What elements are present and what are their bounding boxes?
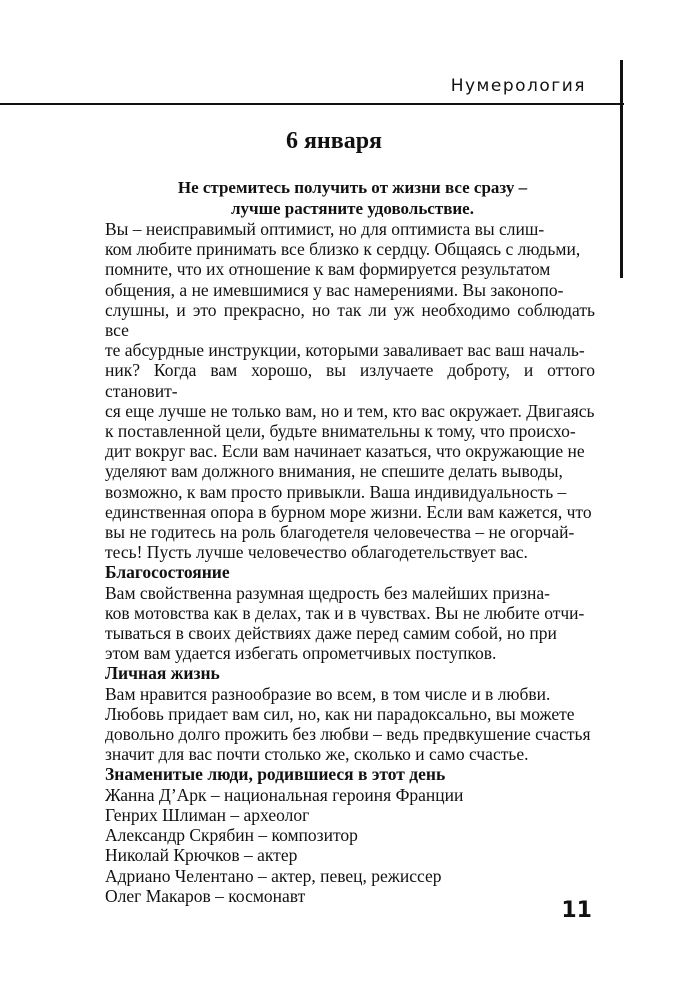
list-item: Адриано Челентано – актер, певец, режиссер xyxy=(105,865,442,886)
text-line: вы не годитесь на роль благодетеля человечества – не огорчай- xyxy=(105,522,575,543)
text-line: ся еще лучше не только вам, но и тем, кто вас окружает. Двигаясь xyxy=(105,400,595,421)
text-line: те абсурдные инструкции, которыми заваливает вас ваш началь- xyxy=(105,340,585,361)
list-item: Николай Крючков – актер xyxy=(105,845,298,866)
personal-paragraph xyxy=(105,684,595,765)
list-item: Александр Скрябин – композитор xyxy=(105,825,358,846)
text-line: тываться в своих действиях даже перед самим собой, но при xyxy=(105,623,557,644)
text-line: общения, а не имевшимися у вас намерениями. Вы законопо- xyxy=(105,279,564,300)
famous-people-list xyxy=(105,785,595,906)
text-line: значит для вас почти столько же, сколько и само счастье. xyxy=(105,744,529,765)
list-item: Генрих Шлиман – археолог xyxy=(105,804,310,825)
running-header: Нумерология xyxy=(450,76,586,96)
text-line: уделяют вам должного внимания, не спешите делать выводы, xyxy=(105,461,563,482)
motto-line: лучше растяните удовольствие. xyxy=(231,199,474,218)
list-item: Олег Макаров – космонавт xyxy=(105,885,306,906)
text-line: ков мотовства как в делах, так и в чувствах. Вы не любите отчи- xyxy=(105,602,585,623)
text-line: Вам нравится разнообразие во всем, в том числе и в любви. xyxy=(105,683,551,704)
page-number: 11 xyxy=(561,898,592,923)
motto xyxy=(105,177,600,219)
text-line: Любовь придает вам сил, но, как ни парадоксально, вы можете xyxy=(105,703,575,724)
text-line: дит вокруг вас. Если вам начинает казаться, что окружающие не xyxy=(105,441,585,462)
motto-line: Не стремитесь получить от жизни все сразу – xyxy=(177,178,528,197)
famous-heading: Знаменитые люди, родившиеся в этот день xyxy=(105,764,446,785)
list-item: Жанна Д’Арк – национальная героиня Франции xyxy=(105,784,464,805)
text-line: этом вам удается избегать опрометчивых поступков. xyxy=(105,643,497,664)
text-line: к поставленной цели, будьте внимательны к тому, что происхо- xyxy=(105,421,576,442)
intro-paragraph xyxy=(105,219,595,562)
text-line: ком любите принимать все близко к сердцу. Общаясь с людьми, xyxy=(105,239,581,260)
day-title: 6 января xyxy=(285,128,383,154)
text-line: единственная опора в бурном море жизни. Если вам кажется, что xyxy=(105,501,592,522)
article-body xyxy=(105,219,595,906)
text-line: слушны, и это прекрасно, но так ли уж необходимо соблюдать все xyxy=(105,299,595,341)
side-rule xyxy=(620,60,623,278)
text-line: возможно, к вам просто привыкли. Ваша индивидуальность – xyxy=(105,481,567,502)
wealth-heading: Благосостояние xyxy=(105,562,230,583)
text-line: довольно долго прожить без любви – ведь предвкушение счастья xyxy=(105,724,591,745)
text-line: тесь! Пусть лучше человечество облагодетельствует вас. xyxy=(105,542,528,563)
wealth-paragraph xyxy=(105,583,595,664)
text-line: Вы – неисправимый оптимист, но для оптимиста вы слиш- xyxy=(105,219,545,239)
text-line: помните, что их отношение к вам формируется результатом xyxy=(105,259,551,280)
personal-heading: Личная жизнь xyxy=(105,663,220,684)
text-line: Вам свойственна разумная щедрость без малейших призна- xyxy=(105,582,550,603)
text-line: ник? Когда вам хорошо, вы излучаете доброту, и оттого становит- xyxy=(105,360,595,401)
header-rule xyxy=(0,103,624,105)
